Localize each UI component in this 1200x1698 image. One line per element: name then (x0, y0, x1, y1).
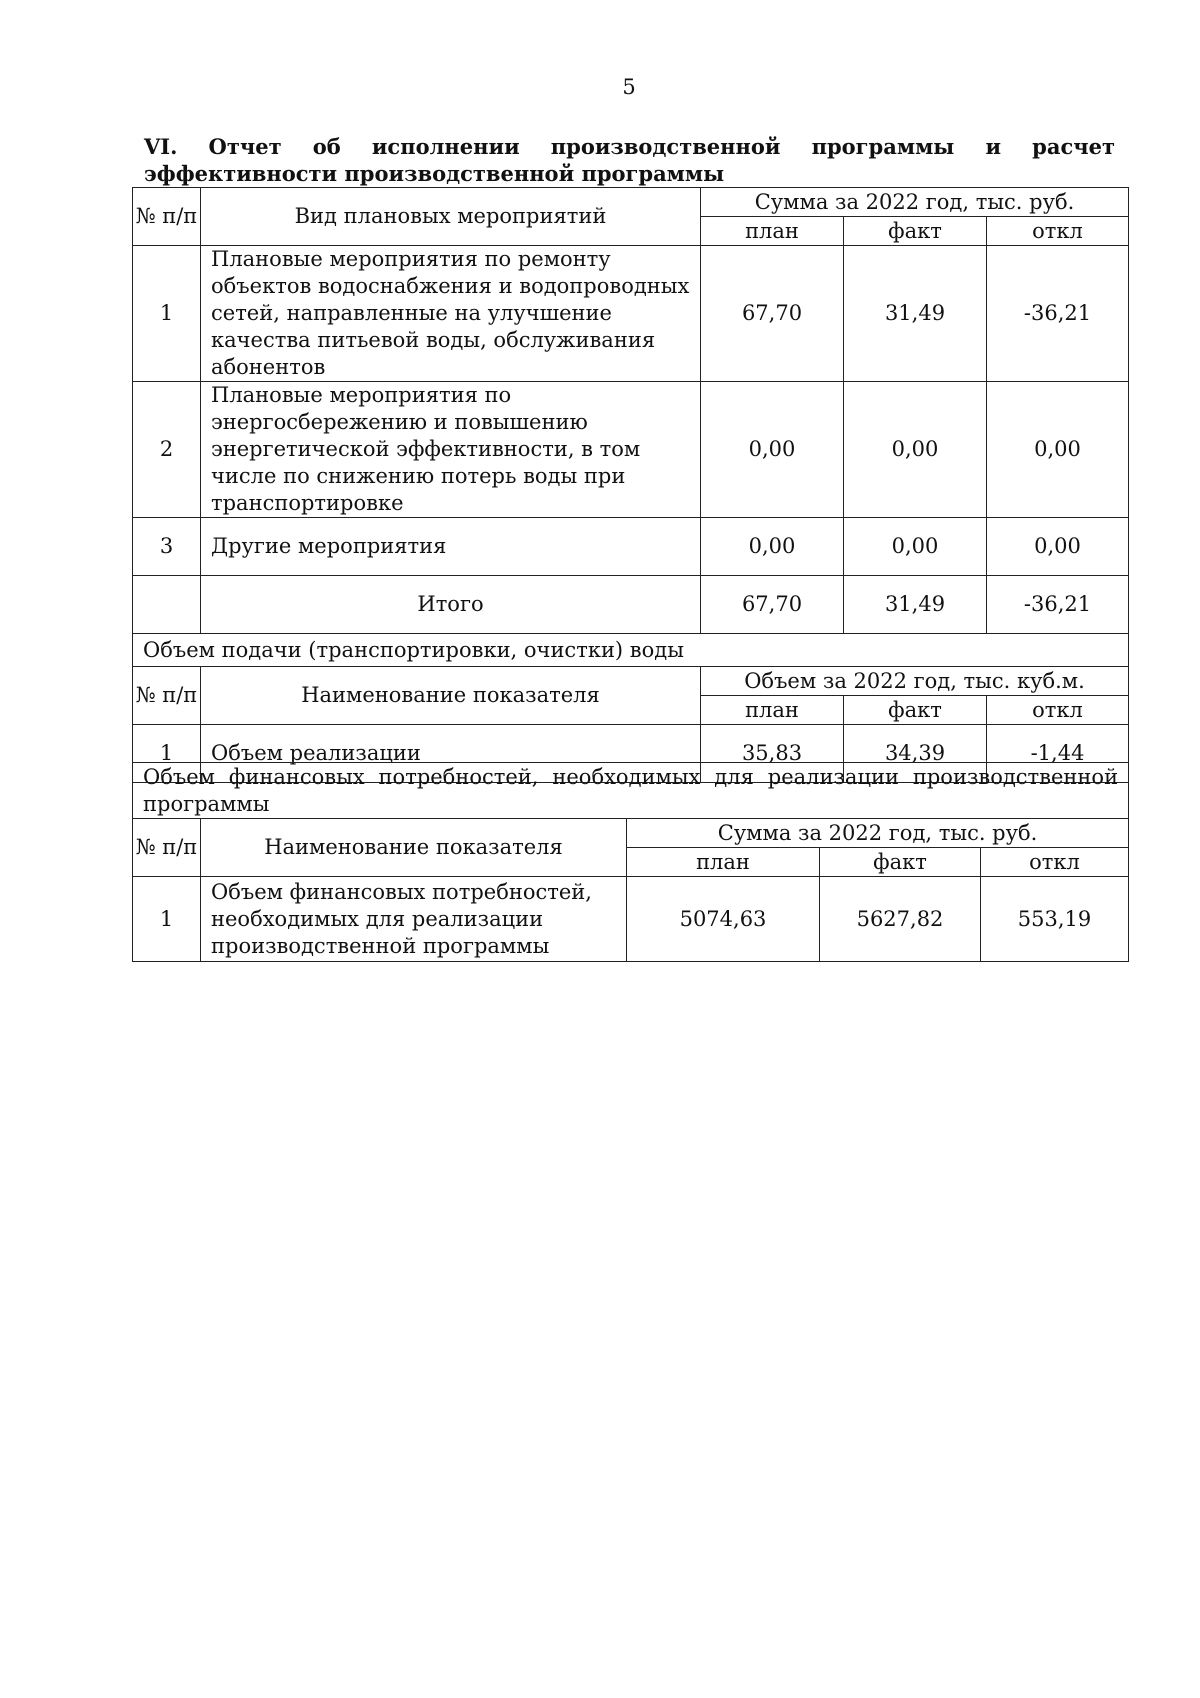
total-deviation: -36,21 (987, 576, 1129, 634)
header-deviation: откл (987, 217, 1129, 246)
section-title-row (133, 634, 1129, 667)
header-deviation: откл (981, 848, 1129, 877)
row-num: 1 (133, 877, 201, 962)
volume-header-deviation: откл (987, 696, 1129, 725)
total-plan: 67,70 (701, 576, 844, 634)
table-row (133, 518, 1129, 576)
row-activity: Плановые мероприятия по энергосбережению и повышению энергетической эффективности, в том числе по снижению потерь воды при транспортировке (201, 382, 701, 518)
row-fact: 5627,82 (820, 877, 981, 962)
row-deviation: 0,00 (987, 382, 1129, 518)
row-plan: 0,00 (701, 518, 844, 576)
total-fact: 31,49 (844, 576, 987, 634)
row-plan: 5074,63 (627, 877, 820, 962)
row-fact: 31,49 (844, 246, 987, 382)
total-label: Итого (201, 576, 701, 634)
production-program-report-table (132, 187, 1129, 783)
header-fact: факт (844, 217, 987, 246)
header-activity-type: Вид плановых мероприятий (201, 188, 701, 246)
header-plan: план (701, 217, 844, 246)
volume-header-indicator: Наименование показателя (201, 667, 701, 725)
volume-row-deviation: -1,44 (987, 725, 1129, 783)
total-num-empty (133, 576, 201, 634)
section-heading: VI. Отчет об исполнении производственной программы и расчет эффективности производственной программы (144, 134, 1115, 186)
header-sum-group: Сумма за 2022 год, тыс. руб. (627, 819, 1129, 848)
water-supply-section-title: Объем подачи (транспортировки, очистки) воды (133, 634, 1129, 667)
table-row (133, 246, 1129, 382)
row-deviation: 0,00 (987, 518, 1129, 576)
volume-row-num: 1 (133, 725, 201, 783)
volume-header-fact: факт (844, 696, 987, 725)
table-header-row (133, 819, 1129, 848)
row-plan: 0,00 (701, 382, 844, 518)
header-sum-group: Сумма за 2022 год, тыс. руб. (701, 188, 1129, 217)
financial-needs-table (132, 762, 1129, 962)
header-num: № п/п (133, 819, 201, 877)
row-fact: 0,00 (844, 518, 987, 576)
volume-header-plan: план (701, 696, 844, 725)
row-activity: Другие мероприятия (201, 518, 701, 576)
volume-header-num: № п/п (133, 667, 201, 725)
row-plan: 67,70 (701, 246, 844, 382)
row-num: 3 (133, 518, 201, 576)
volume-row-plan: 35,83 (701, 725, 844, 783)
page-number: 5 (622, 75, 636, 99)
volume-header-row (133, 667, 1129, 696)
row-num: 1 (133, 246, 201, 382)
row-fact: 0,00 (844, 382, 987, 518)
row-indicator: Объем финансовых потребностей, необходимых для реализации производственной программы (201, 877, 627, 962)
volume-row-fact: 34,39 (844, 725, 987, 783)
header-fact: факт (820, 848, 981, 877)
volume-row-indicator: Объем реализации (201, 725, 701, 783)
row-deviation: 553,19 (981, 877, 1129, 962)
row-num: 2 (133, 382, 201, 518)
total-row (133, 576, 1129, 634)
table-row (133, 877, 1129, 962)
table-header-row (133, 188, 1129, 217)
section-title-row (133, 763, 1129, 819)
header-indicator: Наименование показателя (201, 819, 627, 877)
volume-header-group: Объем за 2022 год, тыс. куб.м. (701, 667, 1129, 696)
row-activity: Плановые мероприятия по ремонту объектов водоснабжения и водопроводных сетей, направленные на улучшение качества питьевой воды, обслуживания абонентов (201, 246, 701, 382)
header-plan: план (627, 848, 820, 877)
header-num: № п/п (133, 188, 201, 246)
financial-needs-title: Объем финансовых потребностей, необходимых для реализации производственной программы (133, 763, 1129, 819)
table-row (133, 382, 1129, 518)
row-deviation: -36,21 (987, 246, 1129, 382)
